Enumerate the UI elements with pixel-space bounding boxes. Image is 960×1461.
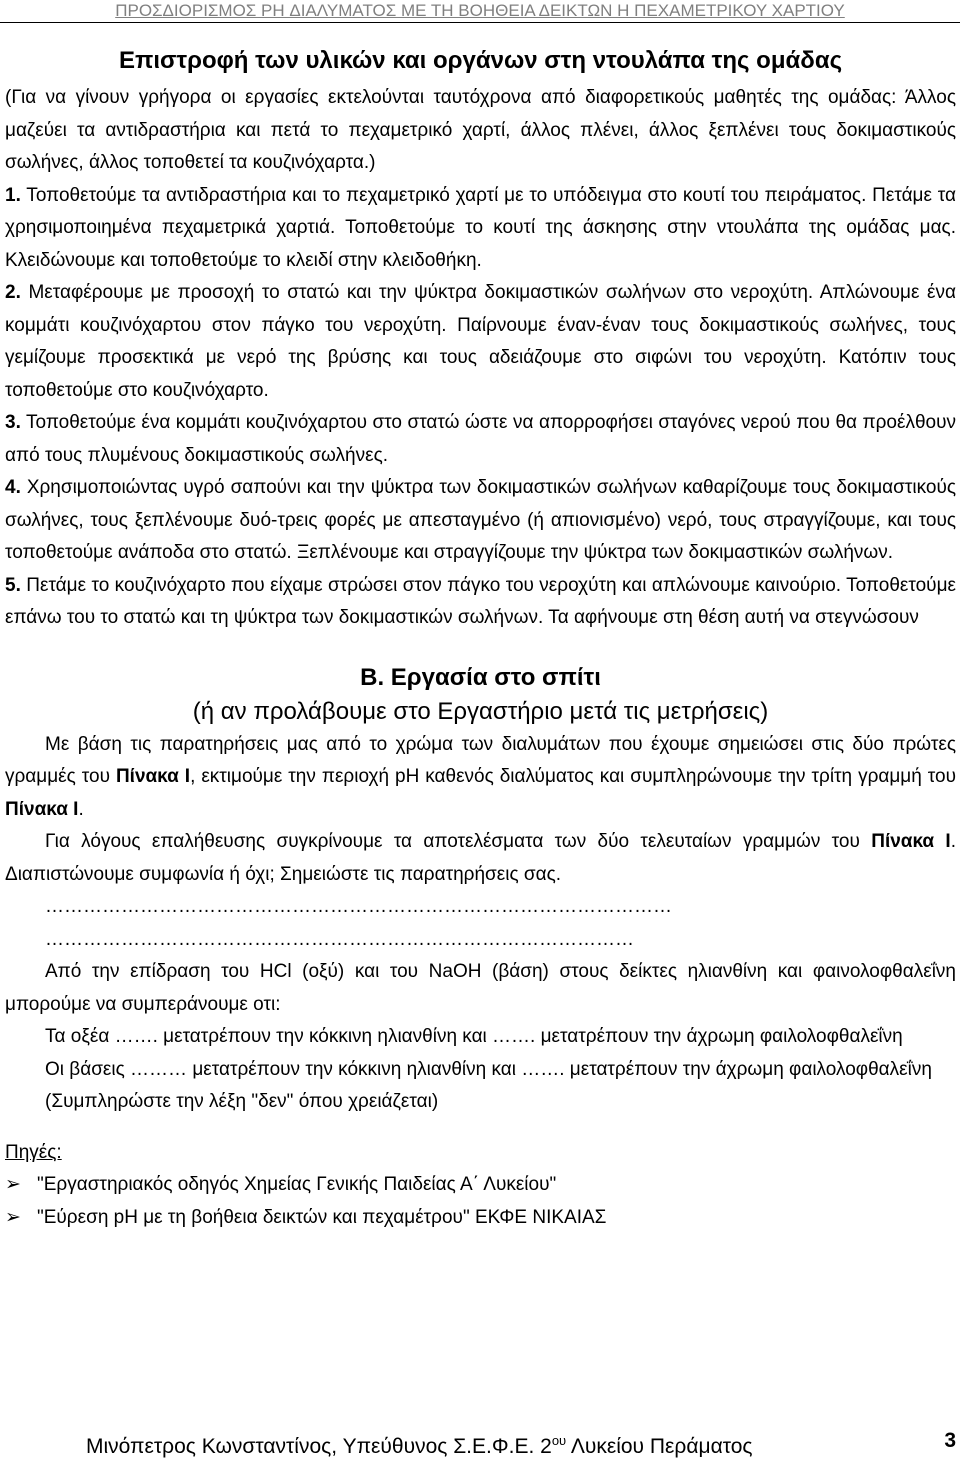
- page-number: 3: [944, 1429, 956, 1452]
- arrow-bullet-icon: ➢: [5, 1206, 21, 1228]
- step-text: Τοποθετούμε ένα κομμάτι κουζινόχαρτου στο στατώ ώστε να απορροφήσει σταγόνες νερού που θα προέλθουν από τους πλυμένους δοκιμαστικούς σωλήνες.: [5, 412, 956, 466]
- section-subtitle-home: (ή αν προλάβουμε στο Εργαστήριο μετά τις μετρήσεις): [192, 697, 769, 725]
- step-number: 2.: [5, 282, 21, 303]
- step-5: [5, 570, 956, 635]
- text-run: . Διαπιστώνουμε συμφωνία ή όχι; Σημειώστε τις παρατηρήσεις σας.: [5, 831, 956, 885]
- section-title-home: [5, 661, 956, 695]
- step-1: [5, 180, 956, 278]
- step-3: [5, 407, 956, 472]
- source-text: "Εργαστηριακός οδηγός Χημείας Γενικής Παιδείας Α΄ Λυκείου": [37, 1174, 557, 1195]
- text-run: , εκτιμούμε την περιοχή pH καθενός διαλύματος και συμπληρώνουμε την τρίτη γραμμή του: [190, 766, 956, 787]
- home-paragraph-1: [5, 729, 956, 827]
- step-text: Χρησιμοποιώντας υγρό σαπούνι και την ψύκτρα των δοκιμαστικών σωλήνων καθαρίζουμε τους δοκιμαστικούς σωλήνες, τους ξεπλένουμε δυό-τρεις φορές με απεσταγμένο (ή απιονισμένο) νερό, τους στραγγίζουμε, και τους τοποθετούμε ανάποδα στο στατώ. Ξεπλένουμε και στραγγίζουμε την ψύκτρα των δοκιμαστικών σωλήνων.: [5, 477, 956, 563]
- footer-text: Μινόπετρος Κωνσταντίνος, Υπεύθυνος Σ.Ε.Φ.Ε. 2: [86, 1435, 552, 1458]
- answer-dots-line-1: ………………………………………………………………………………………: [45, 896, 672, 917]
- table-reference: Πίνακα Ι: [5, 798, 79, 820]
- step-4: [5, 472, 956, 570]
- step-text: Τοποθετούμε τα αντιδραστήρια και το πεχαμετρικό χαρτί με το υπόδειγμα στο κουτί του πειράματος. Πετάμε τα χρησιμοποιημένα πεχαμετρικά χαρτιά. Τοποθετούμε το κουτί της άσκησης στην ντουλάπα της ομάδας μας. Κλειδώνουμε και τοποθετούμε το κλειδί στην κλειδοθήκη.: [5, 184, 956, 271]
- source-item: [5, 1169, 956, 1202]
- acids-fill-in: Τα οξέα ……. μετατρέπουν την κόκκινη ηλιανθίνη και ……. μετατρέπουν την άχρωμη φαιλολοφθαλεΐνη: [45, 1026, 903, 1047]
- intro-paragraph: (Για να γίνουν γρήγορα οι εργασίες εκτελούνται ταυτόχρονα από διαφορετικούς μαθητές της ομάδας: Άλλος μαζεύει τα αντιδραστήρια και πετά το πεχαμετρικό χαρτί, άλλος πλένει, άλλος ξεπλένει τους δοκιμαστικούς σωλήνες, άλλος τοποθετεί τα κουζινόχαρτα.): [5, 87, 956, 173]
- source-text: "Εύρεση pH με τη βοήθεια δεικτών και πεχαμέτρου" ΕΚΦΕ ΝΙΚΑΙΑΣ: [37, 1206, 607, 1228]
- step-text: Μεταφέρουμε με προσοχή το στατώ και την ψύκτρα δοκιμαστικών σωλήνων στο νεροχύτη. Απλώνουμε ένα κομμάτι κουζινόχαρτου στον πάγκο του νεροχύτη. Παίρνουμε έναν-έναν τους δοκιμαστικούς σωλήνες, τους γεμίζουμε προσεκτικά με νερό της βρύσης και τους αδειάζουμε στο σιφώνι του νεροχύτη. Κατόπιν τους τοποθετούμε στο κουζινόχαρτο.: [5, 282, 956, 401]
- section-title-return: Επιστροφή των υλικών και οργάνων στη ντουλάπα της ομάδας: [118, 47, 843, 74]
- step-number: 3.: [5, 412, 21, 433]
- step-number: 4.: [5, 477, 21, 498]
- footer-superscript: ου: [551, 1433, 567, 1448]
- page-content: [5, 44, 956, 1234]
- footer-author: [86, 1427, 753, 1461]
- footer-text: Λυκείου Περάματος: [566, 1435, 753, 1458]
- answer-dots-line-2: …………………………………………………………………………………: [45, 928, 634, 950]
- home-title-text: Β. Εργασία στο σπίτι: [360, 663, 601, 691]
- step-number: 1.: [5, 184, 21, 206]
- home-paragraph-3: Από την επίδραση του HCl (οξύ) και του NaOH (βάση) στους δείκτες ηλιανθίνη και φαινολοφθαλεΐνη μπορούμε να συμπεράνουμε οτι:: [5, 961, 956, 1015]
- fill-in-instruction: (Συμπληρώστε την λέξη "δεν" όπου χρειάζεται): [45, 1091, 439, 1112]
- step-text: Πετάμε το κουζινόχαρτο που είχαμε στρώσει στον πάγκο του νεροχύτη και απλώνουμε καινούριο. Τοποθετούμε επάνω του το στατώ και τη ψύκτρα των δοκιμαστικών σωλήνων. Τα αφήνουμε στη θέση αυτή να στεγνώσουν: [5, 574, 956, 628]
- home-paragraph-2: [5, 826, 956, 891]
- arrow-bullet-icon: ➢: [5, 1174, 21, 1195]
- bases-fill-in: Οι βάσεις ……… μετατρέπουν την κόκκινη ηλιανθίνη και ……. μετατρέπουν την άχρωμη φαιλολοφθαλεΐνη: [45, 1058, 932, 1080]
- text-run: Με βάση τις παρατηρήσεις μας από το χρώμα των διαλυμάτων που έχουμε σημειώσει στις δύο πρώτες γραμμές του: [5, 733, 956, 787]
- text-run: .: [78, 798, 84, 820]
- text-run: Για λόγους επαλήθευσης συγκρίνουμε τα αποτελέσματα των δύο τελευταίων γραμμών του: [45, 831, 872, 852]
- table-reference: Πίνακα Ι: [115, 766, 191, 787]
- source-item: [5, 1202, 956, 1235]
- running-header: ΠΡΟΣΔΙΟΡΙΣΜΟΣ PH ΔΙΑΛΥΜΑΤΟΣ ΜΕ ΤΗ ΒΟΗΘΕΙΑ ΔΕΙΚΤΩΝ Η ΠΕΧΑΜΕΤΡΙΚΟΥ ΧΑΡΤΙΟΥ: [0, 0, 960, 23]
- table-reference: Πίνακα Ι: [871, 831, 951, 852]
- sources-label: Πηγές:: [5, 1141, 62, 1163]
- step-2: [5, 277, 956, 407]
- step-number: 5.: [5, 574, 21, 596]
